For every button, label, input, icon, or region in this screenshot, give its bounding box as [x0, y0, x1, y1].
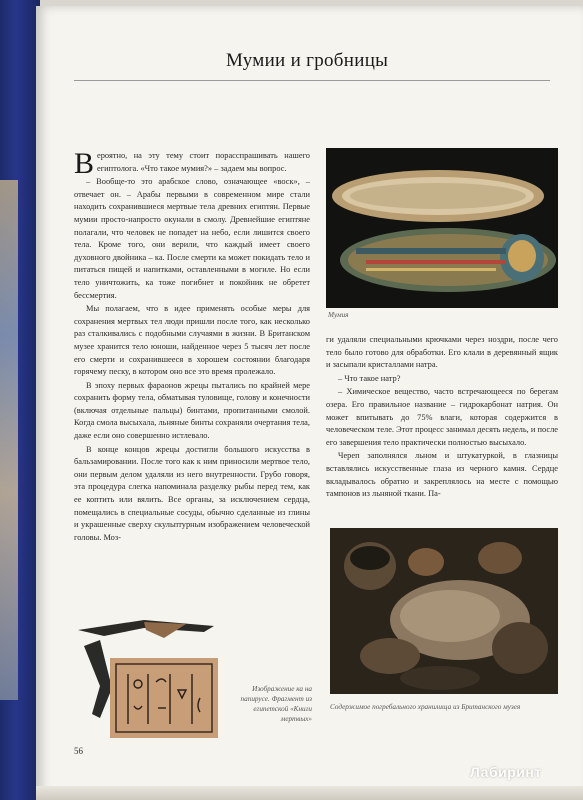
- right-text-column: [326, 334, 558, 501]
- paragraph-3: Мы полагаем, что в идее применять особые меры для сохранения мертвых тел люди пришли после того, как несколько раз сталкивались с подобными случаями в жизни. В Британском музее хранится тело юноши, найденное через 5 тысяч лет после его смерти и сохранившееся в хорошем состоянии благодаря горячему песку, в котором оно все это время пролежало.: [74, 304, 310, 377]
- mummy-illustration: [326, 148, 558, 308]
- mummy-caption: Мумия: [328, 311, 349, 319]
- paragraph-1: [74, 147, 310, 180]
- paragraph-5: В конце концов жрецы достигли большого искусства в бальзамировании. После того как к ним приносили мертвое тело, они первым делом удаляли из него внутренности. Грубо говоря, эта процедура слегка напоминала разделку рыбы перед тем, как ее коптить или вялить. Все органы, за исключением сердца, помещались в специальные сосуды, обычно сделанные из глины и украшенные сверху скульптурным изображением человеческой головы. Моз-: [74, 444, 310, 542]
- burial-caption: Содержимое погребального хранилища из Британского музея: [330, 703, 521, 711]
- paragraph-2: – Вообще-то это арабское слово, означающее «воск», – отвечает он. – Арабы первыми в современном мире стали находить сохранившиеся мертвые тела древних египтян. Первые мумии просто-напросто окунали в смолу. Древнейшие египтяне полагали, что человек не попадет на небо, если лишится своего тела. Кроме того, они верили, что каждый имеет своего духовного двойника – ка. После смерти ка может покидать тело и питаться пищей и напитками, оставленными в могиле. Но если тело уничтожить, ка тоже погибнет и покойник не обретет бессмертия.: [74, 177, 310, 300]
- papyrus-caption: Изображение ка на папирусе. Фрагмент из египетской «Книги мертвых»: [240, 685, 312, 723]
- paragraph-9: Череп заполнялся льном и штукатуркой, в глазницы вставлялись искусственные глаза из черного камня. Сердце вкладывалось обратно и закреплялось на месте с помощью тампонов из льняной ткани. Па-: [326, 451, 558, 499]
- paragraph-8: – Химическое вещество, часто встречающееся по берегам озера. Его правильное название – гидрокарбонат натрия. Он может впитывать до 75% влаги, которая содержится в человеческом теле. Этот процесс занимал десять недель, и после его завершения тело практически полностью высыхало.: [326, 387, 558, 447]
- burial-contents-photo: [330, 528, 558, 694]
- left-text-column: [74, 147, 310, 544]
- mummy-coffin-photo: [326, 148, 558, 308]
- burial-illustration: [330, 528, 558, 694]
- paragraph-6: ги удаляли специальными крючками через ноздри, после чего тело было готово для обработки. Его клали в деревянный ящик и засыпали кристаллами натра.: [326, 335, 558, 370]
- watermark-logo: Лабиринт: [470, 764, 542, 780]
- page-number: 56: [74, 746, 83, 756]
- paragraph-7: – Что такое натр?: [338, 373, 401, 383]
- paragraph-text: ероятно, на эту тему стоит порасспрашивать нашего египтолога. «Что такое мумия?» – задаем мы вопрос.: [97, 151, 310, 173]
- paragraph-4: В эпоху первых фараонов жрецы пытались по крайней мере сохранить форму тела, обматывая туловище, голову и конечности (включая отдельные пальцы) бинтами, пропитанными смолой. Когда смола высыхала, льняные бинты сохраняли очертания тела, даже если оно совершенно истлевало.: [74, 380, 310, 441]
- dropcap: В: [74, 147, 95, 180]
- papyrus-illustration: [74, 618, 224, 742]
- header-divider: [74, 80, 550, 81]
- page-stack-edge: [36, 786, 583, 800]
- chapter-title: Мумии и гробницы: [226, 50, 389, 71]
- cover-illustration-strip: [0, 180, 18, 700]
- ka-papyrus-image: [74, 618, 224, 742]
